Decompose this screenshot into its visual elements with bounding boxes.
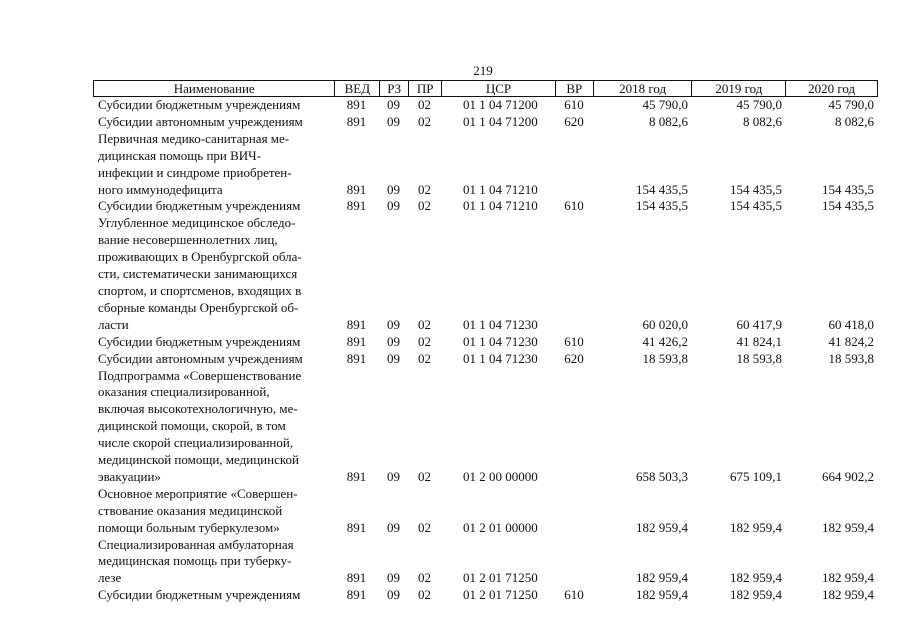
row-vr: 610 (564, 97, 584, 112)
table-row (93, 351, 878, 368)
row-name: Субсидии автономным учреждениям (98, 113, 303, 129)
row-rz: 09 (387, 181, 400, 197)
row-vr (555, 486, 593, 537)
row-pr: 02 (418, 113, 431, 129)
row-rz: 09 (387, 97, 400, 112)
row-name: Субсидии бюджетным учреждениям (98, 333, 301, 349)
row-csr: 01 2 01 71250 (463, 587, 538, 603)
header-pr: ПР (408, 81, 441, 96)
row-csr: 01 1 04 71210 (463, 181, 538, 197)
row-2019: 18 593,8 (736, 350, 782, 366)
row-2018: 18 593,8 (642, 350, 688, 366)
row-rz: 09 (387, 113, 400, 129)
row-csr: 01 1 04 71230 (463, 350, 538, 366)
row-csr: 01 2 01 71250 (463, 570, 538, 586)
row-2018: 45 790,0 (642, 97, 688, 112)
row-name: Специализированная амбулаторная медицинская помощь при туберку- лезе (98, 536, 294, 586)
row-ved: 891 (346, 316, 367, 332)
row-csr: 01 1 04 71230 (463, 333, 538, 349)
row-name: Углубленное медицинское обследо- вание несовершеннолетних лиц, проживающих в Оренбургской обла- сти, систематически занимающихся спортом, и спортсменов, входящих в сборные команды Оренбургской об- ласти (98, 215, 302, 332)
table-body (93, 97, 878, 604)
table-row (93, 198, 878, 215)
row-2020: 45 790,0 (828, 97, 874, 112)
row-pr: 02 (418, 468, 431, 484)
row-ved: 891 (346, 468, 367, 484)
row-2018: 8 082,6 (649, 113, 688, 129)
row-2019: 41 824,1 (736, 333, 782, 349)
row-2019: 182 959,4 (730, 587, 782, 603)
row-2019: 60 417,9 (736, 316, 782, 332)
table-row (93, 368, 878, 486)
header-name: Наименование (173, 80, 255, 96)
page-number: 219 (473, 63, 493, 78)
row-pr: 02 (418, 519, 431, 535)
row-csr: 01 1 04 71210 (463, 198, 538, 214)
table-header (93, 80, 878, 97)
row-name: Первичная медико-санитарная ме- дицинская помощь при ВИЧ- инфекции и синдроме приобретен- ного иммунодефицита (98, 130, 292, 197)
table-row (93, 587, 878, 604)
row-ved: 891 (346, 570, 367, 586)
row-2020: 154 435,5 (822, 181, 874, 197)
header-ved: ВЕД (334, 81, 379, 96)
table-row (93, 114, 878, 131)
row-2020: 154 435,5 (822, 198, 874, 214)
row-2018: 182 959,4 (636, 587, 688, 603)
row-2019: 675 109,1 (730, 468, 782, 484)
row-2019: 182 959,4 (730, 570, 782, 586)
row-name: Основное мероприятие «Совершен- ствование оказания медицинской помощи больным туберкулезом» (98, 485, 298, 535)
header-vr: ВР (555, 81, 593, 96)
row-csr: 01 1 04 71200 (463, 113, 538, 129)
row-2020: 18 593,8 (828, 350, 874, 366)
row-rz: 09 (387, 468, 400, 484)
row-vr (555, 215, 593, 333)
row-2018: 41 426,2 (642, 333, 688, 349)
row-2020: 8 082,6 (835, 113, 874, 129)
row-2019: 154 435,5 (730, 181, 782, 197)
row-2018: 60 020,0 (642, 316, 688, 332)
row-pr: 02 (418, 587, 431, 603)
row-2020: 41 824,2 (828, 333, 874, 349)
row-vr: 620 (564, 350, 584, 366)
row-pr: 02 (418, 316, 431, 332)
row-rz: 09 (387, 333, 400, 349)
row-pr: 02 (418, 198, 431, 214)
row-ved: 891 (346, 587, 367, 603)
row-pr: 02 (418, 181, 431, 197)
row-vr: 610 (564, 587, 584, 603)
header-rz: РЗ (379, 81, 408, 96)
row-csr: 01 2 01 00000 (463, 519, 538, 535)
row-pr: 02 (418, 97, 431, 112)
row-rz: 09 (387, 587, 400, 603)
row-name: Субсидии бюджетным учреждениям (98, 198, 301, 214)
table-row (93, 97, 878, 114)
row-vr (555, 368, 593, 486)
header-2018: 2018 год (593, 81, 692, 96)
table-row (93, 215, 878, 333)
header-csr: ЦСР (441, 81, 555, 96)
row-2020: 60 418,0 (828, 316, 874, 332)
row-rz: 09 (387, 198, 400, 214)
table-row (93, 537, 878, 588)
row-name: Субсидии бюджетным учреждениям (98, 587, 301, 603)
row-vr: 610 (564, 333, 584, 349)
table-row (93, 486, 878, 537)
row-ved: 891 (346, 97, 367, 112)
row-csr: 01 1 04 71200 (463, 97, 538, 112)
row-pr: 02 (418, 350, 431, 366)
row-2018: 154 435,5 (636, 198, 688, 214)
row-vr (555, 131, 593, 199)
row-2020: 664 902,2 (822, 468, 874, 484)
row-2018: 182 959,4 (636, 570, 688, 586)
row-rz: 09 (387, 316, 400, 332)
row-name: Субсидии автономным учреждениям (98, 350, 303, 366)
row-2020: 182 959,4 (822, 519, 874, 535)
row-ved: 891 (346, 350, 367, 366)
table-row (93, 334, 878, 351)
row-ved: 891 (346, 519, 367, 535)
row-2019: 8 082,6 (743, 113, 782, 129)
row-2019: 154 435,5 (730, 198, 782, 214)
row-csr: 01 1 04 71230 (463, 316, 538, 332)
row-2018: 658 503,3 (636, 468, 688, 484)
row-name: Подпрограмма «Совершенствование оказания специализированной, включая высокотехнологичную, ме- дицинской помощи, скорой, в том числе скорой специализированной, медицинской помощи, медицинской эвакуации» (98, 367, 302, 484)
row-ved: 891 (346, 198, 367, 214)
table-row (93, 131, 878, 199)
row-ved: 891 (346, 181, 367, 197)
row-pr: 02 (418, 570, 431, 586)
row-csr: 01 2 00 00000 (463, 468, 538, 484)
row-rz: 09 (387, 570, 400, 586)
row-2019: 182 959,4 (730, 519, 782, 535)
row-vr: 620 (564, 113, 584, 129)
header-2020: 2020 год (785, 81, 877, 96)
row-ved: 891 (346, 333, 367, 349)
row-vr: 610 (564, 198, 584, 214)
row-vr (555, 537, 593, 588)
row-rz: 09 (387, 350, 400, 366)
row-ved: 891 (346, 113, 367, 129)
row-rz: 09 (387, 519, 400, 535)
row-name: Субсидии бюджетным учреждениям (98, 97, 301, 112)
row-2018: 182 959,4 (636, 519, 688, 535)
row-2019: 45 790,0 (736, 97, 782, 112)
row-pr: 02 (418, 333, 431, 349)
row-2018: 154 435,5 (636, 181, 688, 197)
header-2019: 2019 год (691, 81, 785, 96)
row-2020: 182 959,4 (822, 587, 874, 603)
row-2020: 182 959,4 (822, 570, 874, 586)
